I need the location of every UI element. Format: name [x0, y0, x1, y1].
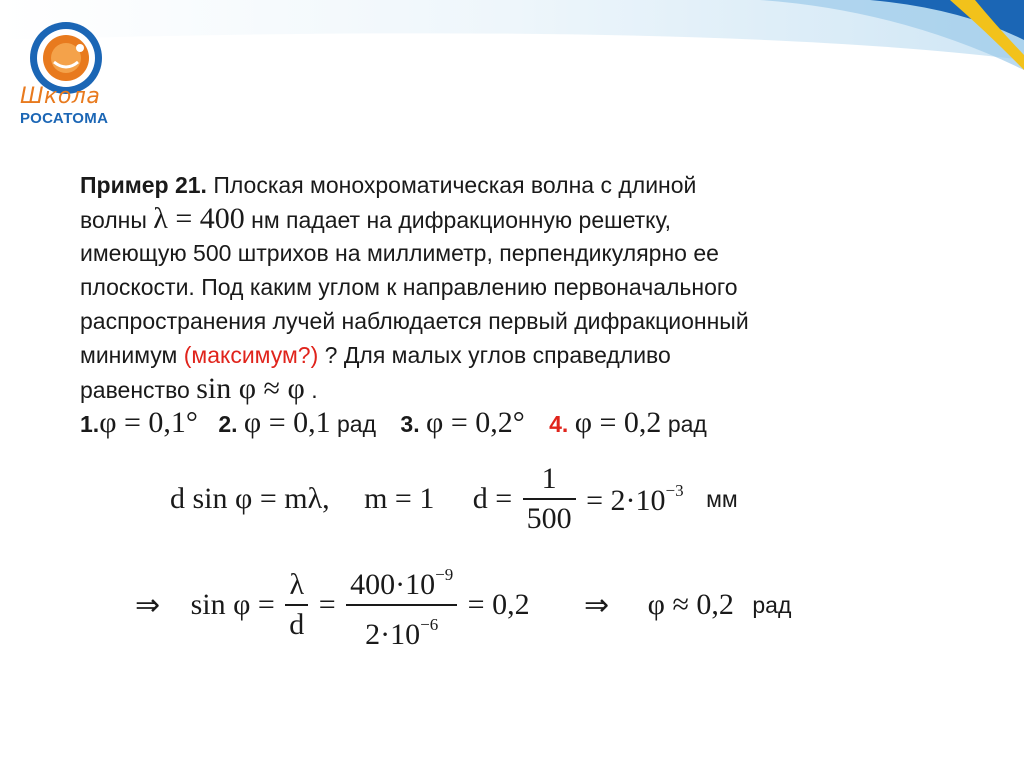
problem-text: распространения лучей наблюдается первый дифракционный — [80, 308, 749, 334]
solution-equation-1 — [170, 460, 738, 550]
problem-text: . — [304, 377, 318, 403]
grating-equation: d sin φ = mλ, — [170, 482, 330, 515]
answer-expression: φ = 0,2° — [426, 406, 525, 439]
answer-number: 3. — [400, 411, 420, 437]
lambda-over-d-fraction — [285, 566, 308, 644]
numeric-fraction — [346, 556, 457, 654]
problem-text: Плоская монохроматическая волна с длиной — [206, 172, 697, 198]
equals-sign: = — [318, 588, 336, 621]
problem-text: минимум — [80, 342, 184, 368]
answer-expression: φ = 0,2 — [574, 406, 662, 439]
problem-text: равенство — [80, 377, 197, 403]
implies-arrow: ⇒ — [135, 588, 161, 622]
answer-option-4[interactable] — [549, 406, 707, 440]
answer-expression: φ = 0,1 — [243, 406, 331, 439]
problem-text: ? Для малых углов справедливо — [318, 342, 671, 368]
problem-text: имеющую 500 штрихов на миллиметр, перпендикулярно ее — [80, 240, 719, 266]
maximum-hint: (максимум?) — [183, 342, 319, 368]
header-decoration — [0, 0, 1024, 150]
fraction-denominator: 500 — [526, 502, 572, 535]
fraction-numerator: λ — [285, 566, 308, 606]
period-label: d = — [472, 482, 513, 515]
answer-number: 1. — [80, 411, 100, 437]
answer-option-2[interactable] — [218, 406, 376, 440]
answer-number: 4. — [549, 411, 569, 437]
logo-text-school: Школа — [20, 84, 101, 109]
answer-options — [80, 406, 707, 440]
wavelength-formula: λ = 400 — [153, 202, 245, 235]
problem-text: нм падает на дифракционную решетку, — [244, 207, 672, 233]
implies-arrow: ⇒ — [584, 588, 610, 622]
fraction-numerator: $400\cdot 10^{-9}$ — [346, 556, 457, 606]
order-value: m = 1 — [364, 482, 435, 515]
angle-unit: рад — [752, 591, 792, 618]
answer-number: 2. — [218, 411, 238, 437]
sine-result: = 0,2 — [467, 588, 530, 621]
angle-result: φ ≈ 0,2 — [647, 588, 734, 621]
answer-option-1[interactable] — [80, 406, 198, 440]
problem-statement — [80, 168, 940, 406]
small-angle-formula: sin φ ≈ φ — [196, 372, 305, 405]
period-fraction — [523, 460, 576, 538]
solution-equation-2 — [135, 556, 792, 651]
period-result: = $2\cdot 10^{-3}$ — [586, 480, 684, 517]
logo-text-rosatom: РОСАТОМА — [20, 110, 109, 127]
period-unit: мм — [706, 485, 738, 512]
answer-unit: рад — [667, 411, 707, 437]
problem-text: плоскости. Под каким углом к направлению первоначального — [80, 274, 738, 300]
answer-unit: рад — [337, 411, 377, 437]
sine-expression: sin φ = — [190, 588, 275, 621]
fraction-denominator: $2\cdot 10^{-6}$ — [365, 615, 439, 651]
answer-expression: φ = 0,1° — [99, 406, 198, 439]
answer-option-3[interactable] — [400, 406, 524, 440]
fraction-denominator: d — [289, 608, 305, 641]
problem-text: волны — [80, 207, 154, 233]
problem-title: Пример 21. — [80, 172, 207, 198]
fraction-numerator: 1 — [523, 460, 576, 500]
